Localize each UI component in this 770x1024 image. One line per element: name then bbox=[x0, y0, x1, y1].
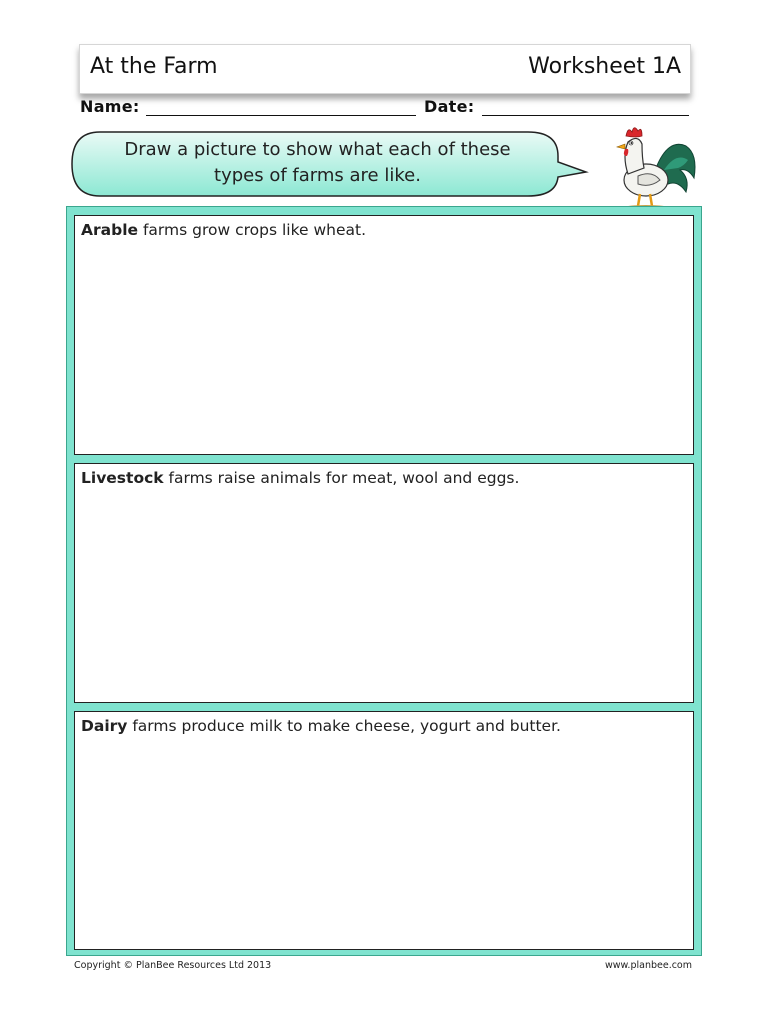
livestock-drawing-box[interactable] bbox=[74, 463, 694, 703]
livestock-prompt bbox=[81, 469, 519, 487]
instruction-text bbox=[90, 137, 545, 189]
name-field[interactable] bbox=[146, 115, 416, 116]
date-field[interactable] bbox=[482, 115, 689, 116]
arable-description: farms grow crops like wheat. bbox=[138, 221, 366, 239]
dairy-description: farms produce milk to make cheese, yogurt and butter. bbox=[127, 717, 561, 735]
dairy-term: Dairy bbox=[81, 717, 128, 735]
instruction-line-1: Draw a picture to show what each of these bbox=[124, 139, 511, 160]
worksheet-header bbox=[79, 44, 691, 94]
instruction-line-2: types of farms are like. bbox=[214, 165, 421, 186]
name-label: Name: bbox=[80, 97, 140, 116]
worksheet-number: Worksheet 1A bbox=[528, 54, 681, 79]
worksheet-title: At the Farm bbox=[90, 54, 218, 79]
copyright-text: Copyright © PlanBee Resources Ltd 2013 bbox=[74, 960, 272, 971]
arable-prompt bbox=[81, 221, 366, 239]
livestock-term: Livestock bbox=[81, 469, 164, 487]
arable-term: Arable bbox=[81, 221, 139, 239]
drawing-frame bbox=[66, 206, 702, 956]
instruction-bubble bbox=[70, 130, 590, 200]
date-label: Date: bbox=[424, 97, 475, 116]
arable-drawing-box[interactable] bbox=[74, 215, 694, 455]
livestock-description: farms raise animals for meat, wool and eggs. bbox=[163, 469, 520, 487]
dairy-drawing-box[interactable] bbox=[74, 711, 694, 950]
dairy-prompt bbox=[81, 717, 561, 735]
website-link[interactable]: www.planbee.com bbox=[605, 960, 692, 971]
rooster-icon bbox=[598, 118, 703, 213]
